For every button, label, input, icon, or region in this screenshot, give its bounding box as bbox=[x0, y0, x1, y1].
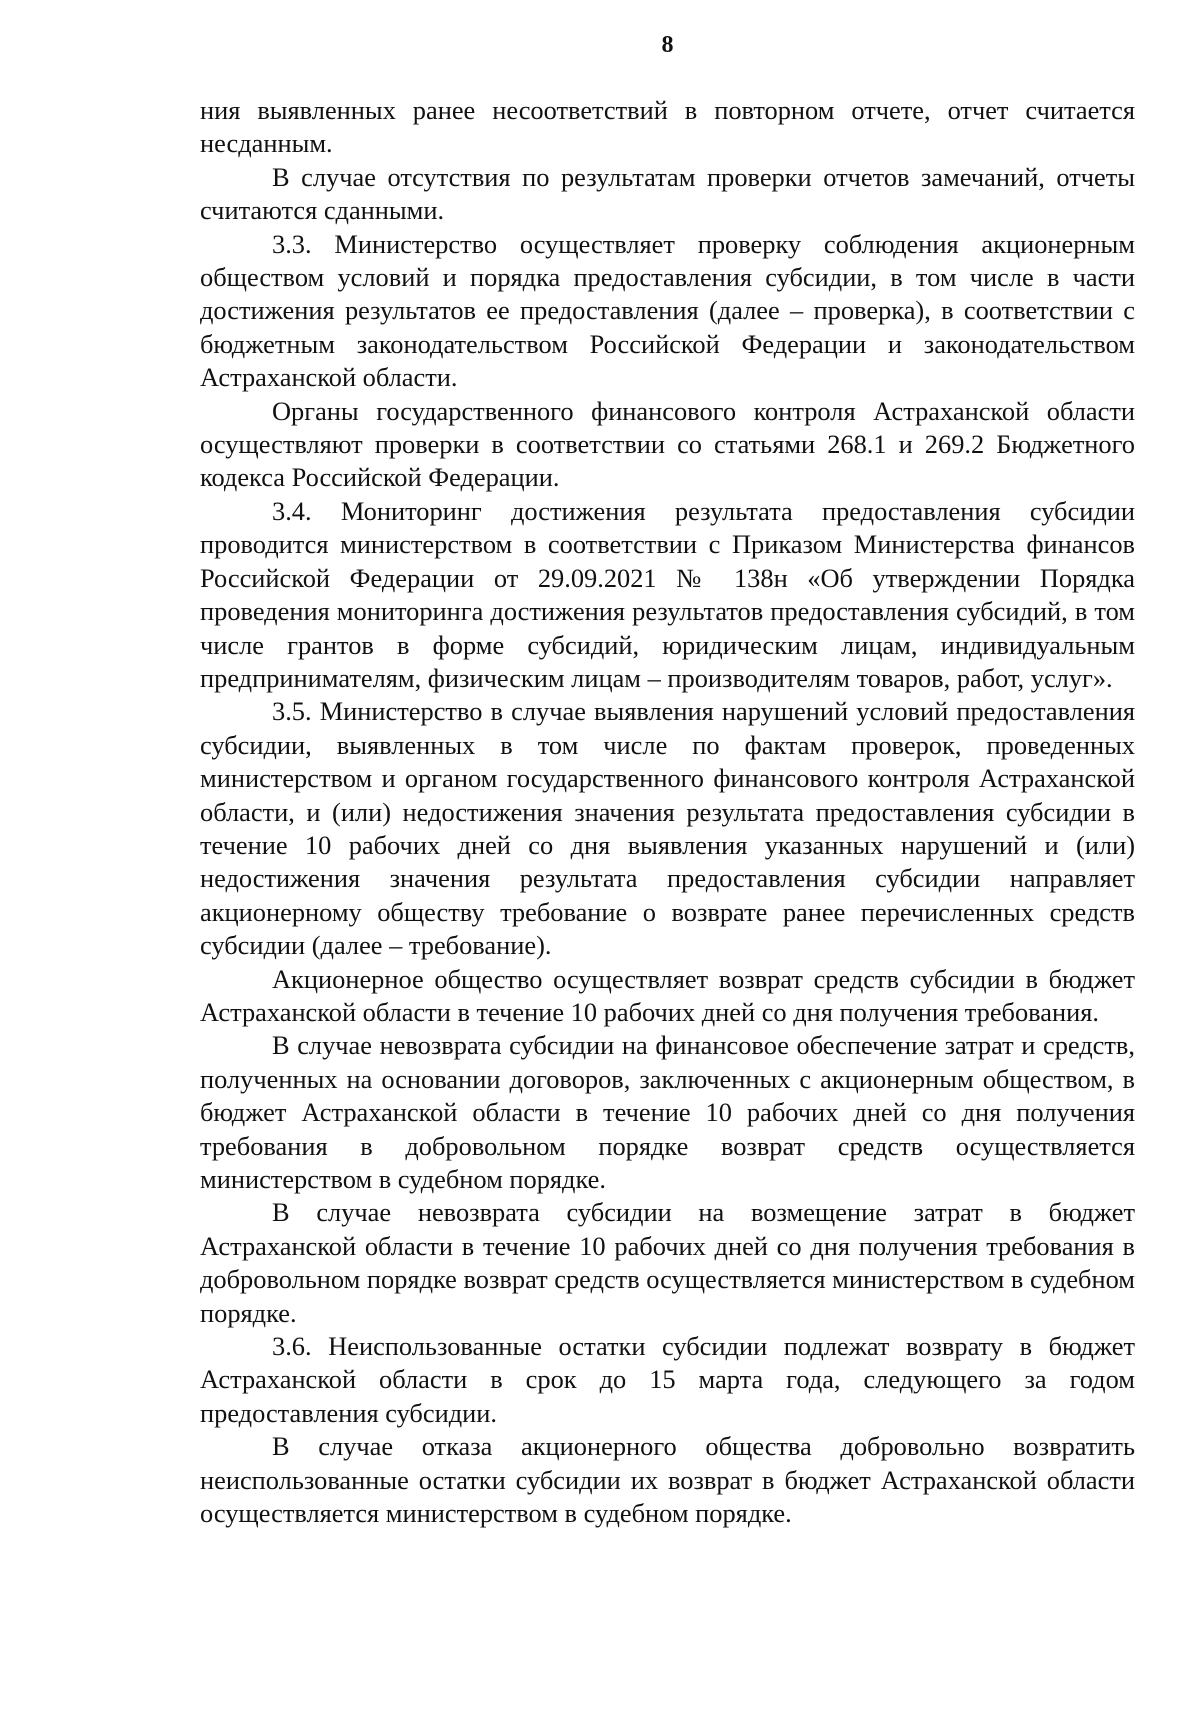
paragraph-3-6: 3.6. Неиспользованные остатки субсидии подлежат возврату в бюджет Астраханской области в срок до 15 марта года, следующего за годом предоставления субсидии. bbox=[200, 1331, 1135, 1428]
page-number: 8 bbox=[661, 32, 674, 58]
paragraph-3-3: 3.3. Министерство осуществляет проверку соблюдения акционерным обществом условий и порядка предоставления субсидии, в том числе в части достижения результатов ее предоставления (далее – проверка), в соответствии с бюджетным законодательством Российской Федерации и законодательством Астраханской области. bbox=[200, 228, 1135, 393]
paragraph-financial-control: Органы государственного финансового контроля Астраханской области осуществляют проверки в соответствии со статьями 268.1 и 269.2 Бюджетного кодекса Российской Федерации. bbox=[200, 395, 1135, 493]
paragraph-refusal-return: В случае отказа акционерного общества добровольно возвратить неиспользованные остатки субсидии их возврат в бюджет Астраханской области осуществляется министерством в судебном порядке. bbox=[200, 1431, 1135, 1529]
paragraph-reports-accepted: В случае отсутствия по результатам проверки отчетов замечаний, отчеты считаются сданными. bbox=[200, 161, 1135, 226]
paragraph-non-return-financing: В случае невозврата субсидии на финансовое обеспечение затрат и средств, полученных на основании договоров, заключенных с акционерным обществом, в бюджет Астраханской области в течение 10 рабочих дней со дня получения требования в добровольном порядке возврат средств осуществляется министерством в судебном порядке. bbox=[200, 1030, 1135, 1194]
document-page bbox=[200, 30, 1135, 1530]
paragraph-refund-by-company: Акционерное общество осуществляет возврат средств субсидии в бюджет Астраханской области в течение 10 рабочих дней со дня получения требования. bbox=[200, 963, 1135, 1027]
paragraph-continuation: ния выявленных ранее несоответствий в повторном отчете, отчет считается несданным. bbox=[200, 95, 1135, 159]
paragraph-non-return-reimbursement: В случае невозврата субсидии на возмещение затрат в бюджет Астраханской области в течение 10 рабочих дней со дня получения требования в добровольном порядке возврат средств осуществляется министерством в судебном порядке. bbox=[200, 1197, 1135, 1328]
paragraph-3-4: 3.4. Мониторинг достижения результата предоставления субсидии проводится министерством в соответствии с Приказом Министерства финансов Российской Федерации от 29.09.2021 № 138н «Об утверждении Порядка проведения мониторинга достижения результатов предоставления субсидий, в том числе грантов в форме субсидий, юридическим лицам, индивидуальным предпринимателям, физическим лицам – производителям товаров, работ, услуг». bbox=[200, 495, 1135, 693]
paragraph-3-5: 3.5. Министерство в случае выявления нарушений условий предоставления субсидии, выявленных в том числе по фактам проверок, проведенных министерством и органом государственного финансового контроля Астраханской области, и (или) недостижения значения результата предоставления субсидии в течение 10 рабочих дней со дня выявления указанных нарушений и (или) недостижения значения результата предоставления субсидии направляет акционерному обществу требование о возврате ранее перечисленных средств субсидии (далее – требование). bbox=[200, 696, 1135, 961]
